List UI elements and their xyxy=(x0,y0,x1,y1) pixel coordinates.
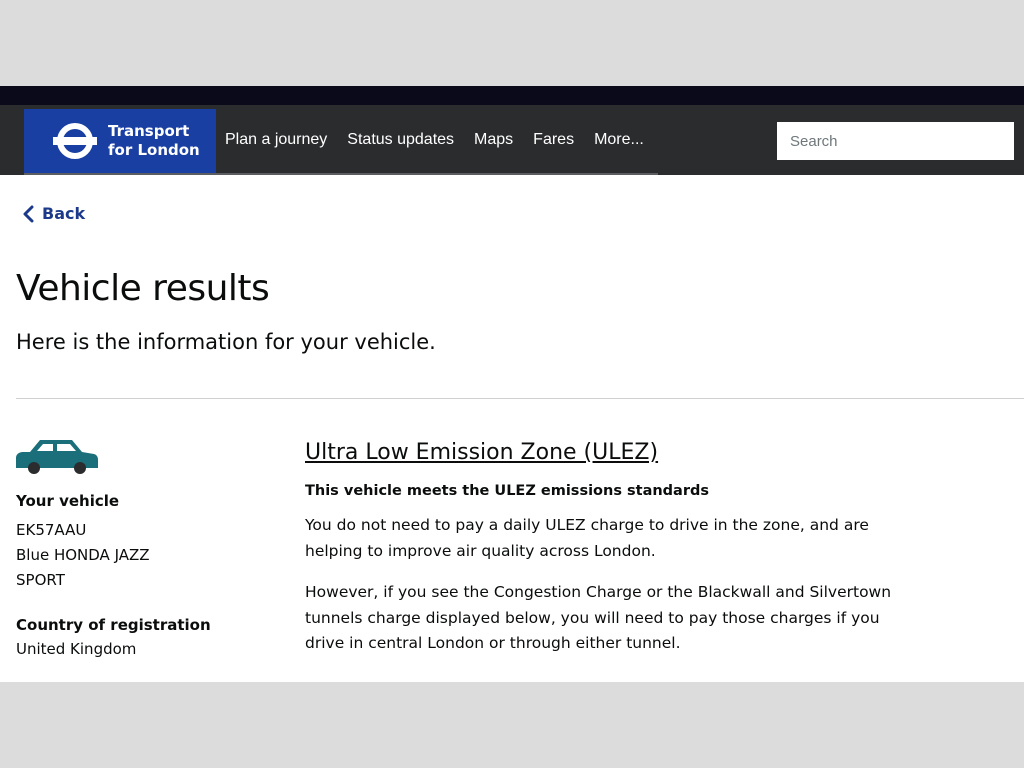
logo-line-1: Transport xyxy=(108,122,190,140)
main-nav xyxy=(225,105,664,175)
car-icon xyxy=(16,438,98,476)
vehicle-description-line-1: Blue HONDA JAZZ xyxy=(16,546,150,564)
roundel-icon xyxy=(52,122,98,160)
your-vehicle-heading: Your vehicle xyxy=(16,492,120,510)
chevron-left-icon xyxy=(22,205,34,223)
ulez-status: This vehicle meets the ULEZ emissions standards xyxy=(305,483,709,499)
nav-fares[interactable]: Fares xyxy=(533,131,575,148)
nav-more[interactable]: More... xyxy=(594,131,644,148)
site-header xyxy=(0,105,1024,175)
page xyxy=(0,86,1024,682)
page-title: Vehicle results xyxy=(16,268,270,309)
back-label: Back xyxy=(42,204,86,223)
vehicle-description-line-2: SPORT xyxy=(16,571,65,589)
vehicle-registration: EK57AAU xyxy=(16,521,87,539)
nav-underline xyxy=(24,173,658,175)
country-of-registration-value: United Kingdom xyxy=(16,640,137,658)
page-subtitle: Here is the information for your vehicle. xyxy=(16,330,436,354)
ulez-paragraph-2: However, if you see the Congestion Charge or the Blackwall and Silvertown tunnels charge displayed below, you will need to pay those charges if you drive in central London or through either tunnel. xyxy=(305,583,892,652)
nav-maps[interactable]: Maps xyxy=(474,131,514,148)
logo-line-2: for London xyxy=(108,141,200,159)
logo-text xyxy=(108,122,200,160)
nav-status-updates[interactable]: Status updates xyxy=(347,131,455,148)
tfl-logo-link[interactable] xyxy=(24,109,216,173)
ulez-paragraph-1: You do not need to pay a daily ULEZ charge to drive in the zone, and are helping to improve air quality across London. xyxy=(305,516,869,560)
nav-plan-a-journey[interactable]: Plan a journey xyxy=(225,131,328,148)
search-input[interactable] xyxy=(777,122,1014,160)
country-of-registration-heading: Country of registration xyxy=(16,616,211,634)
ulez-title-link[interactable]: Ultra Low Emission Zone (ULEZ) xyxy=(305,440,659,465)
section-divider xyxy=(16,398,1024,399)
back-link[interactable] xyxy=(22,204,85,223)
top-strip xyxy=(0,86,1024,105)
